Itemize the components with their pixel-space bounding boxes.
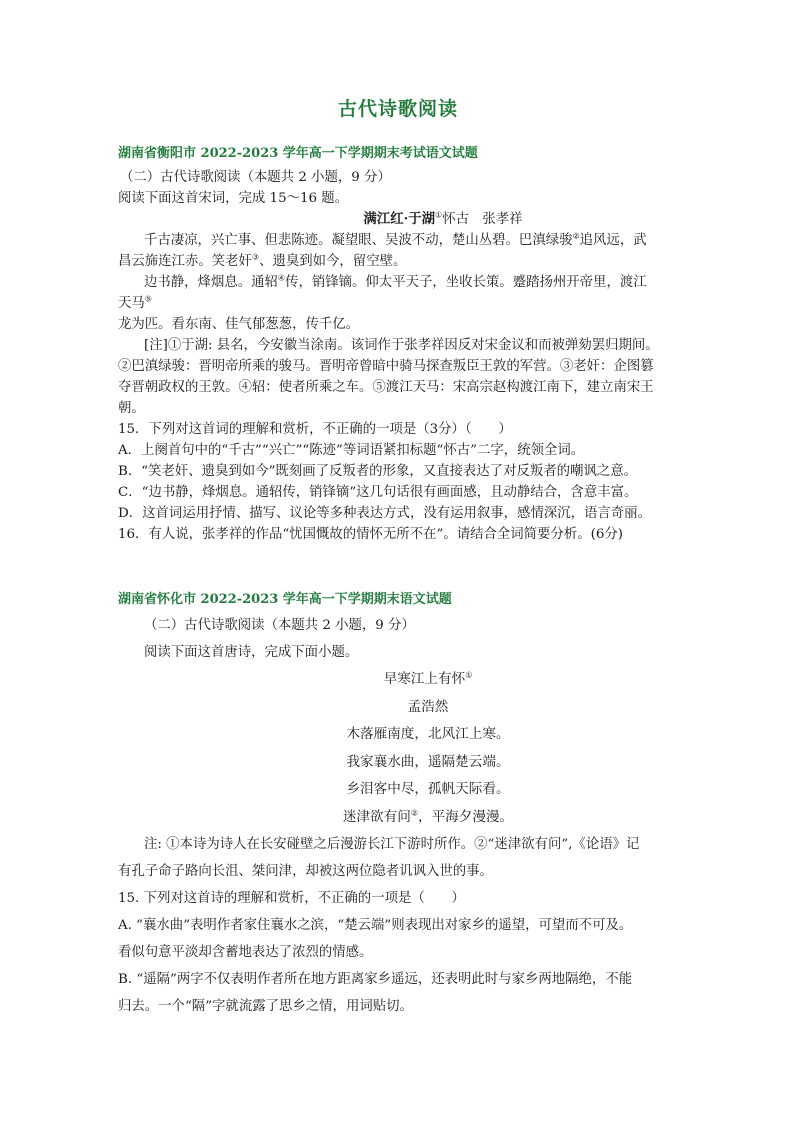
question-15: 15. 下列对这首诗的理解和赏析，不正确的一项是（ ） bbox=[118, 891, 465, 906]
note-marker: ① bbox=[435, 210, 443, 220]
option-b: B．“笑老奸、遗臭到如今”既刻画了反叛者的形象，又直接表达了对反叛者的嘲讽之意。 bbox=[118, 464, 637, 479]
section1-heading: （二）古代诗歌阅读（本题共 2 小题，9 分） bbox=[120, 170, 391, 185]
option-b-cont: 归去。一个“隔”字就流露了思乡之情，用词贴切。 bbox=[118, 999, 413, 1014]
poem-line: 木落雁南度，北风江上寒。 bbox=[346, 726, 510, 742]
question-16: 16．有人说，张孝祥的作品“忧国慨故的情怀无所不在”。请结合全词简要分析。(6分) bbox=[118, 527, 623, 542]
section1-body bbox=[118, 167, 678, 545]
section2-heading: （二）古代诗歌阅读（本题共 2 小题，9 分） bbox=[144, 618, 415, 633]
option-a: A. “襄水曲”表明作者家住襄水之滨，“楚云端”则表现出对家乡的遥望，可望而不可及。 bbox=[118, 918, 633, 933]
poem-line: 龙为匹。看东南、佳气郁葱葱，传千亿。 bbox=[118, 317, 360, 332]
section2-body bbox=[118, 612, 678, 1020]
option-c: C．“边书静，烽烟息。通轺传，销锋镝”这几句话很有画面感，且动静结合，含意丰富。 bbox=[118, 485, 638, 500]
poem-line: 迷津欲有问②，平海夕漫漫。 bbox=[342, 807, 514, 825]
note-text: 有孔子命子路向长沮、桀问津，却被这两位隐者讥讽入世的事。 bbox=[118, 864, 493, 879]
note-text: 注: ①本诗为诗人在长安碰壁之后漫游长江下游时所作。②“迷津欲有问”,《论语》记 bbox=[144, 837, 640, 852]
note-marker: ⑤ bbox=[144, 294, 152, 304]
poem-line: 乡泪客中尽，孤帆天际看。 bbox=[346, 781, 510, 797]
note-marker: ③ bbox=[251, 252, 260, 262]
section1-poem-title: 满江红·于湖①怀古 张孝祥 bbox=[363, 210, 523, 227]
section2-source: 湖南省怀化市 2022-2023 学年高一下学期期末语文试题 bbox=[118, 592, 452, 607]
section1-source: 湖南省衡阳市 2022-2023 学年高一下学期期末考试语文试题 bbox=[118, 146, 478, 161]
option-a-cont: 看似句意平淡却含蓄地表达了浓烈的情感。 bbox=[118, 945, 373, 960]
note-marker: ② bbox=[410, 807, 418, 817]
note-marker: ② bbox=[572, 231, 580, 241]
note-text: [注]①于湖: 县名，今安徽当涂南。该词作于张孝祥因反对宋金议和而被弹劾罢归期间。 bbox=[144, 338, 659, 353]
question-15: 15．下列对这首词的理解和赏析，不正确的一项是（3分）（ ） bbox=[118, 422, 512, 437]
poem-line: 我家襄水曲，遥隔楚云端。 bbox=[346, 753, 510, 770]
section2-poem-title: 早寒江上有怀① bbox=[383, 670, 473, 687]
option-a: A．上阕首句中的“千古”“兴亡”“陈迹”等词语紧扣标题“怀古”二字，统领全词。 bbox=[118, 443, 585, 458]
note-marker: ① bbox=[465, 670, 473, 680]
poem-line: 天马⑤ bbox=[118, 294, 152, 311]
note-marker: ④ bbox=[277, 273, 286, 283]
note-text: 夺晋朝政权的王敦。④轺：使者所乘之车。⑤渡江天马：宋高宗赵构渡江南下，建立南宋王 bbox=[118, 380, 654, 395]
option-b: B. “遥隔”两字不仅表明作者所在地方距离家乡遥远，还表明此时与家乡两地隔绝，不能 bbox=[118, 972, 633, 987]
option-d: D．这首词运用抒情、描写、议论等多种表达方式，没有运用叙事，感情深沉，语言奇丽。 bbox=[118, 506, 651, 521]
page-title: 古代诗歌阅读 bbox=[337, 98, 458, 120]
section2-author: 孟浩然 bbox=[407, 698, 449, 715]
poem-line: 千古凄凉，兴亡事、但悲陈迹。凝望眼、吴波不动，楚山丛碧。巴滇绿骏②追风远，武 bbox=[144, 231, 647, 248]
section1-intro: 阅读下面这首宋词，完成 15～16 题。 bbox=[118, 191, 349, 206]
poem-line: 昌云旆连江赤。笑老奸③、遗臭到如今，留空壁。 bbox=[118, 252, 407, 269]
note-text: ②巴滇绿骏：晋明帝所乘的骏马。晋明帝曾暗中骑马探查叛臣王敦的军营。③老奸：企图篡 bbox=[118, 359, 654, 374]
section2-intro: 阅读下面这首唐诗，完成下面小题。 bbox=[144, 645, 359, 660]
note-text: 朝。 bbox=[118, 401, 145, 416]
poem-line: 边书静，烽烟息。通轺④传，销锋镝。仰太平天子，坐收长策。蹙踏扬州开帝里，渡江 bbox=[144, 273, 647, 290]
